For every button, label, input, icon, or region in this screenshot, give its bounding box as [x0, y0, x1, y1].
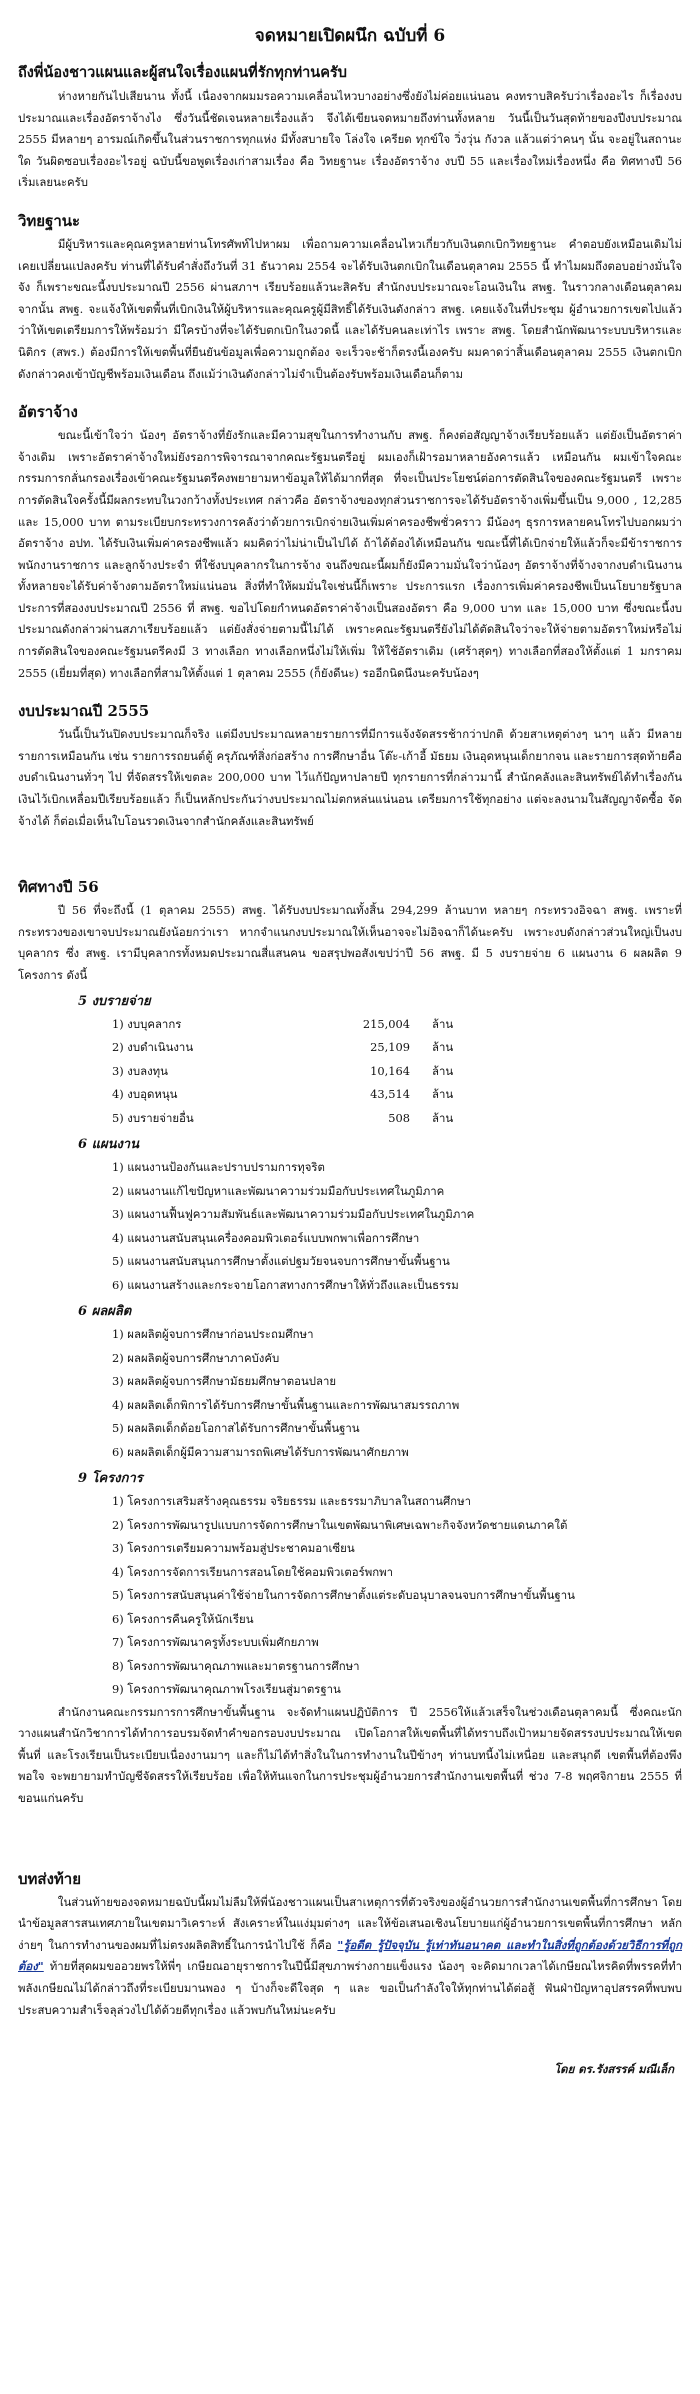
- greeting: ถึงพี่น้องชาวแผนและผู้สนใจเรื่องแผนที่รักทุกท่านครับ: [18, 64, 347, 81]
- list-item: 9) โครงการพัฒนาคุณภาพโรงเรียนสู่มาตรฐาน: [112, 1682, 341, 1697]
- list-item: 6) แผนงานสร้างและกระจายโอกาสทางการศึกษาให้ทั่วถึงและเป็นธรรม: [112, 1277, 459, 1292]
- section-heading-epilogue: บทส่งท้าย: [18, 1869, 81, 1888]
- list-item: 1) โครงการเสริมสร้างคุณธรรม จริยธรรม และธรรมาภิบาลในสถานศึกษา: [112, 1494, 471, 1509]
- list-item: 7) โครงการพัฒนาครูทั้งระบบเพิ่มศักยภาพ: [112, 1635, 319, 1650]
- budget-amount: 215,004: [362, 1016, 410, 1031]
- budget-label: 5) งบรายจ่ายอื่น: [112, 1110, 194, 1125]
- list-item: [112, 1107, 682, 1131]
- budget-amount: 508: [388, 1110, 410, 1125]
- epilogue-text-before: ในส่วนท้ายของจดหมายฉบับนี้ผมไม่ลืมให้พี่น้องชาวแผนเป็นสาเหตุการที่ตัวจริงของผู้อำนวยการสำนักงานเขตพื้นที่การศึกษา โดยนำข้อมูลสารสนเทศภายในเขตมาวิเคราะห์ สังเคราะห์ในแง่มุมต่างๆ และให้ข้อเสนอเชิงนโยบายแก่ผู้อำนวยการเขตพื้นที่การศึกษา หลักง่ายๆ ในการทำงานของผมที่ไม่ตรงผลิตสิทธิ์ในการนำไปใช้ ก็คือ: [18, 1894, 682, 1952]
- budget-amount: 25,109: [370, 1040, 410, 1055]
- academic-standing-paragraph: มีผู้บริหารและคุณครูหลายท่านโทรศัพท์ไปหาผม เพื่อถามความเคลื่อนไหวเกี่ยวกับเงินตกเบิกวิทยฐานะ คำตอบยังเหมือนเดิมไม่เคยเปลี่ยนแปลงครับ ท่านที่ได้รับคำสั่งถึงวันที่ 31 ธันวาคม 2554 จะได้รับเงินตกเบิกในเดือนตุลาคม 2555 นี้ ทำไมผมถึงตอบอย่างมั่นใจจัง ก็เพราะขณะนี้งบประมาณปี 2556 ผ่านสภาฯ เรียบร้อยแล้วนะสิครับ สำนักงบประมาณจะโอนเงินใน สพฐ. ในราวกลางเดือนตุลาคม จากนั้น สพฐ. จะแจ้งให้เขตพื้นที่เบิกเงินให้ผู้บริหารและคุณครูผู้มีสิทธิ์ได้รับเงินดังกล่าว สพฐ. เคยแจ้งในที่ประชุม ผู้อำนวยการเขตไปแล้ว ว่าให้เขตเตรียมการให้พร้อมว่า มีใครบ้างที่จะได้รับตกเบิกในงวดนี้ และได้รับคนละเท่าไร เพราะ สพฐ. โดยสำนักพัฒนาระบบบริหารและนิติกร (สพร.) ต้องมีการให้เขตพื้นที่ยืนยันข้อมูลเพื่อความถูกต้อง จะเร็วจะช้าก็ตรงนี้เองครับ ผมคาดว่าสิ้นเดือนตุลาคม 2555 เงินตกเบิกดังกล่าวคงเข้าบัญชีพร้อมเงินเดือน ถึงแม้ว่าเงินดังกล่าวไม่จำเป็นต้องรับพร้อมเงินเดือนก็ตาม: [18, 236, 682, 381]
- list-item: 4) โครงการจัดการเรียนการสอนโดยใช้คอมพิวเตอร์พกพา: [112, 1564, 394, 1579]
- epilogue-paragraph: [18, 1892, 682, 2022]
- list-item: 2) โครงการพัฒนารูปแบบการจัดการศึกษาในเขตพัฒนาพิเศษเฉพาะกิจจังหวัดชายแดนภาคใต้: [112, 1517, 568, 1532]
- budget-breakdown: [18, 991, 682, 1702]
- list-item: 8) โครงการพัฒนาคุณภาพและมาตรฐานการศึกษา: [112, 1658, 360, 1673]
- projects-heading: 9 โครงการ: [78, 1471, 143, 1487]
- budget-unit: ล้าน: [432, 1063, 454, 1078]
- budget-categories-list: [78, 1013, 682, 1131]
- direction-56-paragraph: ปี 56 ที่จะถึงนี้ (1 ตุลาคม 2555) สพฐ. ได้รับงบประมาณทั้งสิ้น 294,299 ล้านบาท หลายๆ กระทรวงอิจฉา สพฐ. เพราะที่กระทรวงของเขาจบประมาณยังน้อยกว่าเรา หากจำแนกงบประมาณให้เห็นอาจจะไม่อิจฉาก็ได้นะครับ เพราะงบดังกล่าวส่วนใหญ่เป็นงบบุคลากร ซึ่ง สพฐ. เรามีบุคลากรทั้งหมดประมาณสี่แสนคน ขอสรุปพอสังเขปว่าปี 56 สพฐ. มี 5 งบรายจ่าย 6 แผนงาน 6 ผลผลิต 9 โครงการ ดังนี้: [18, 903, 682, 982]
- list-item: 4) ผลผลิตเด็กพิการได้รับการศึกษาขั้นพื้นฐานและการพัฒนาสมรรถภาพ: [112, 1397, 460, 1412]
- list-item: [112, 1013, 682, 1037]
- list-item: 3) โครงการเตรียมความพร้อมสู่ประชาคมอาเซียน: [112, 1541, 355, 1556]
- letter: [18, 24, 682, 2081]
- direction-56-closing-paragraph: สำนักงานคณะกรรมการการศึกษาขั้นพื้นฐาน จะจัดทำแผนปฏิบัติการ ปี 2556ให้แล้วเสร็จในช่วงเดือนตุลาคมนี้ ซึ่งคณะนักวางแผนสำนักวิชาการได้ทำการอบรมจัดทำคำขอกรอบงบประมาณ เปิดโอกาสให้เขตพื้นที่ได้ทราบถึงเป้าหมายจัดสรรงบประมาณให้เขตพื้นที่ และโรงเรียนเป็นระเบียบเนื่องงานมาๆ และก็ไม่ได้ทำสิ่งในในการทำงานในปีข้างๆ ท่านบทนี้งไม่เหนื่อย และสนุกดี เขตพื้นที่ต้องพึงพอใจ จะพยายามทำบัญชีจัดสรรให้เรียบร้อย เพื่อให้ทันแจกในการประชุมผู้อำนวยการสำนักงานเขตพื้นที่ ช่วง 7-8 พฤศจิกายน 2555 ที่ขอนแก่นครับ: [18, 1704, 682, 1805]
- outputs-list: [78, 1323, 682, 1464]
- budget-2555-paragraph: วันนี้เป็นวันปิดงบประมาณก็จริง แต่มีงบประมาณหลายรายการที่มีการแจ้งจัดสรรช้ากว่าปกติ ด้วยสาเหตุต่างๆ นาๆ แล้ว มีหลายรายการเหมือนกัน เช่น รายการรถยนต์ตู้ ครุภัณฑ์สิ่งก่อสร้าง การศึกษาอื่น โต๊ะ-เก้าอี้ มัธยม เงินอุดหนุนเด็กยากจน และรายการสุดท้ายคือ งบดำเนินงานทั่วๆ ไป ที่จัดสรรให้เขตละ 200,000 บาท ไว้แก้ปัญหาปลายปี ทุกรายการที่กล่าวมานี้ สำนักคลังและสินทรัพย์ได้ทำเรื่องกันเงินไว้เบิกเหลื่อมปีเรียบร้อยแล้ว ก็เป็นหลักประกันว่างบประมาณไม่ตกหล่นแน่นอน เตรียมการใช้ทุกอย่าง แต่จะลงนามในสัญญาจัดซื้อ จัดจ้างได้ ก็ต่อเมื่อเห็นใบโอนรวดเงินจากสำนักคลังและสินทรัพย์: [18, 727, 682, 828]
- budget-unit: ล้าน: [432, 1016, 454, 1031]
- epilogue-text-after: ท้ายที่สุดผมขออวยพรให้พี่ๆ เกษียณอายุราชการในปีนี้มีสุขภาพร่างกายแข็งแรง น้องๆ จะคิดมากเวลาได้เกษียณไหรคิดที่พรรคที่ทำ พลังเกษียณไม่ได้กล่าวถึงที่ระเบียบมานพอง ๆ บ้างก็จะดีใจสุด ๆ และ ขอเป็นกำลังใจให้ทุกท่านได้ต่อสู้ ฟันฝ่าปัญหาอุปสรรคที่พบพบ ประสบความสำเร็จลุล่วงไปได้ด้วยดีทุกเรื่อง แล้วพบกันใหม่นะครับ: [18, 1959, 683, 2017]
- section-heading-academic-standing: วิทยฐานะ: [18, 211, 81, 230]
- temporary-staff-paragraph: ขณะนี้เข้าใจว่า น้องๆ อัตราจ้างที่ยังรักและมีความสุขในการทำงานกับ สพฐ. ก็คงต่อสัญญาจ้างเรียบร้อยแล้ว แต่ยังเป็นอัตราค่าจ้างเดิม เพราะอัตราค่าจ้างใหม่ยังรอการพิจารณาจากคณะรัฐมนตรีอยู่ ผมเองก็เฝ้ารอมาหลายอังคารแล้ว เหมือนกัน ผมเข้าใจคณะกรรมการกลั่นกรองเรื่องเข้าคณะรัฐมนตรีคงพยายามหาข้อมูลให้ได้มากที่สุด ที่จะเป็นประโยชน์ต่อการตัดสินใจของคณะรัฐมนตรี เพราะการตัดสินใจครั้งนี้มีผลกระทบในวงกว้างทั้งประเทศ กล่าวคือ อัตราจ้างของทุกส่วนราชการจะได้รับอัตราจ้างเพิ่มขึ้นเป็น 9,000 , 12,285 และ 15,000 บาท ตามระเบียบกระทรวงการคลังว่าด้วยการเบิกจ่ายเงินเพิ่มค่าครองชีพชั่วคราว มีน้องๆ ธุรการหลายคนโทรไปบอกผมว่า อัตราจ้าง อปท. ได้รับเงินเพิ่มค่าครองชีพแล้ว ผมคิดว่าไม่น่าเป็นไปได้ ถ้าได้ต้องได้เหมือนกัน ขณะนี้ที่ได้เบิกจ่ายให้แล้วก็จะมีข้าราชการ พนักงานราชการ และลูกจ้างประจำ ที่ใช้งบบุคลากรในการจ้าง จนถึงขณะนี้ผมก็ยังมีความมั่นใจว่าน้องๆ อัตราจ้างที่จ้างจากงบดำเนินงานทั้งหลายจะได้รับค่าจ้างตามอัตราใหม่แน่นอน สิ่งที่ทำให้ผมมั่นใจเช่นนี้ก็เพราะ ประการแรก เรื่องการเพิ่มค่าครองชีพเป็นนโยบายรัฐบาล ประการที่สองงบประมาณปี 2556 ที่ สพฐ. ขอไปโดยกำหนดอัตราค่าจ้างเป็นสองอัตรา คือ 9,000 บาท และ 15,000 บาท ซึ่งขณะนี้งบประมาณดังกล่าวผ่านสภาเรียบร้อยแล้ว แต่ยังสั่งจ่ายตามนี้ไม่ได้ เพราะคณะรัฐมนตรียังไม่ได้ตัดสินใจว่าจะให้จ่ายตามอัตราใหม่หรือไม่ การตัดสินใจของคณะรัฐมนตรีคงมี 3 ทางเลือก ทางเลือกหนึ่งไม่ให้เพิ่ม ให้ใช้อัตราเดิม (เศร้าสุดๆ) ทางเลือกที่สองให้ตั้งแต่ 1 มกราคม 2555 (เยี่ยมที่สุด) ทางเลือกที่สามให้ตั้งแต่ 1 ตุลาคม 2555 (ก็ยังดีนะ) รออีกนิดนึงนะครับน้องๆ: [18, 428, 682, 680]
- budget-label: 3) งบลงทุน: [112, 1063, 168, 1078]
- budget-amount: 43,514: [370, 1087, 410, 1102]
- list-item: 5) โครงการสนับสนุนค่าใช้จ่ายในการจัดการศึกษาตั้งแต่ระดับอนุบาลจนจบการศึกษาขั้นพื้นฐาน: [112, 1588, 575, 1603]
- list-item: 5) ผลผลิตเด็กด้อยโอกาสได้รับการศึกษาขั้นพื้นฐาน: [112, 1421, 360, 1436]
- budget-unit: ล้าน: [432, 1087, 454, 1102]
- section-heading-direction-56: ทิศทางปี 56: [18, 878, 99, 897]
- budget-label: 4) งบอุดหนุน: [112, 1087, 178, 1102]
- list-item: 5) แผนงานสนับสนุนการศึกษาตั้งแต่ปฐมวัยจนจบการศึกษาขั้นพื้นฐาน: [112, 1254, 450, 1269]
- list-item: [112, 1083, 682, 1107]
- list-item: 6) โครงการคืนครูให้นักเรียน: [112, 1611, 254, 1626]
- budget-amount: 10,164: [370, 1063, 410, 1078]
- list-item: 4) แผนงานสนับสนุนเครื่องคอมพิวเตอร์แบบพกพาเพื่อการศึกษา: [112, 1230, 420, 1245]
- motto-quote: "รู้อดีต รู้ปัจจุบัน รู้เท่าทันอนาคต และทำในสิ่งที่ถูกต้องด้วยวิธีการที่ถูกต้อง": [18, 1937, 682, 1974]
- list-item: 3) ผลผลิตผู้จบการศึกษามัธยมศึกษาตอนปลาย: [112, 1374, 337, 1389]
- section-heading-temporary-staff: อัตราจ้าง: [18, 403, 78, 422]
- budget-unit: ล้าน: [432, 1040, 454, 1055]
- list-item: 6) ผลผลิตเด็กผู้มีความสามารถพิเศษได้รับการพัฒนาศักยภาพ: [112, 1444, 409, 1459]
- plans-heading: 6 แผนงาน: [78, 1137, 139, 1153]
- list-item: 3) แผนงานฟื้นฟูความสัมพันธ์และพัฒนาความร่วมมือกับประเทศในภูมิภาค: [112, 1207, 475, 1222]
- section-heading-budget-2555: งบประมาณปี 2555: [18, 702, 150, 721]
- budget-label: 2) งบดำเนินงาน: [112, 1040, 194, 1055]
- budget-label: 1) งบบุคลากร: [112, 1016, 182, 1031]
- budget-categories-heading: 5 งบรายจ่าย: [78, 993, 151, 1009]
- list-item: 2) แผนงานแก้ไขปัญหาและพัฒนาความร่วมมือกับประเทศในภูมิภาค: [112, 1183, 445, 1198]
- signature: โดย ดร.รังสรรค์ มณีเล็ก: [554, 2062, 674, 2077]
- list-item: [112, 1060, 682, 1084]
- budget-unit: ล้าน: [432, 1110, 454, 1125]
- intro-paragraph: ห่างหายกันไปเสียนาน ทั้งนี้ เนื่องจากผมมรอความเคลื่อนไหวบางอย่างซึ่งยังไม่ค่อยแน่นอน คงทราบสิครับว่าเรื่องอะไร ก็เรื่องงบประมาณและเรื่องอัตราจ้างไง ซึ่งวันนี้ชัดเจนหลายเรื่องแล้ว จึงได้เขียนจดหมายถึงท่านทั้งหลาย วันนี้เป็นวันสุดท้ายของปีงบประมาณ 2555 มีหลายๆ อารมณ์เกิดขึ้นในส่วนราชการทุกแห่ง มีทั้งสบายใจ โล่งใจ เครียด ทุกข์ใจ วิ่งวุ่น กังวล แล้วแต่ว่าคนๆ นั้น จะอยู่ในสถานะใด วันผิดซอบเรื่องอะไรอยู่ ฉบับนี้ขอพูดเรื่องเก่าสามเรื่อง คือ วิทยฐานะ เรื่องอัตราจ้าง งบปี 55 และเรื่องใหม่เรื่องหนึ่ง คือ ทิศทางปี 56 เริ่มเลยนะครับ: [18, 89, 682, 190]
- projects-list: [78, 1490, 682, 1702]
- list-item: 1) ผลผลิตผู้จบการศึกษาก่อนประถมศึกษา: [112, 1327, 314, 1342]
- list-item: [112, 1036, 682, 1060]
- outputs-heading: 6 ผลผลิต: [78, 1304, 132, 1320]
- list-item: 1) แผนงานป้องกันและปราบปรามการทุจริต: [112, 1160, 325, 1175]
- list-item: 2) ผลผลิตผู้จบการศึกษาภาคบังคับ: [112, 1350, 280, 1365]
- letter-title: จดหมายเปิดผนึก ฉบับที่ 6: [254, 26, 446, 46]
- plans-list: [78, 1156, 682, 1297]
